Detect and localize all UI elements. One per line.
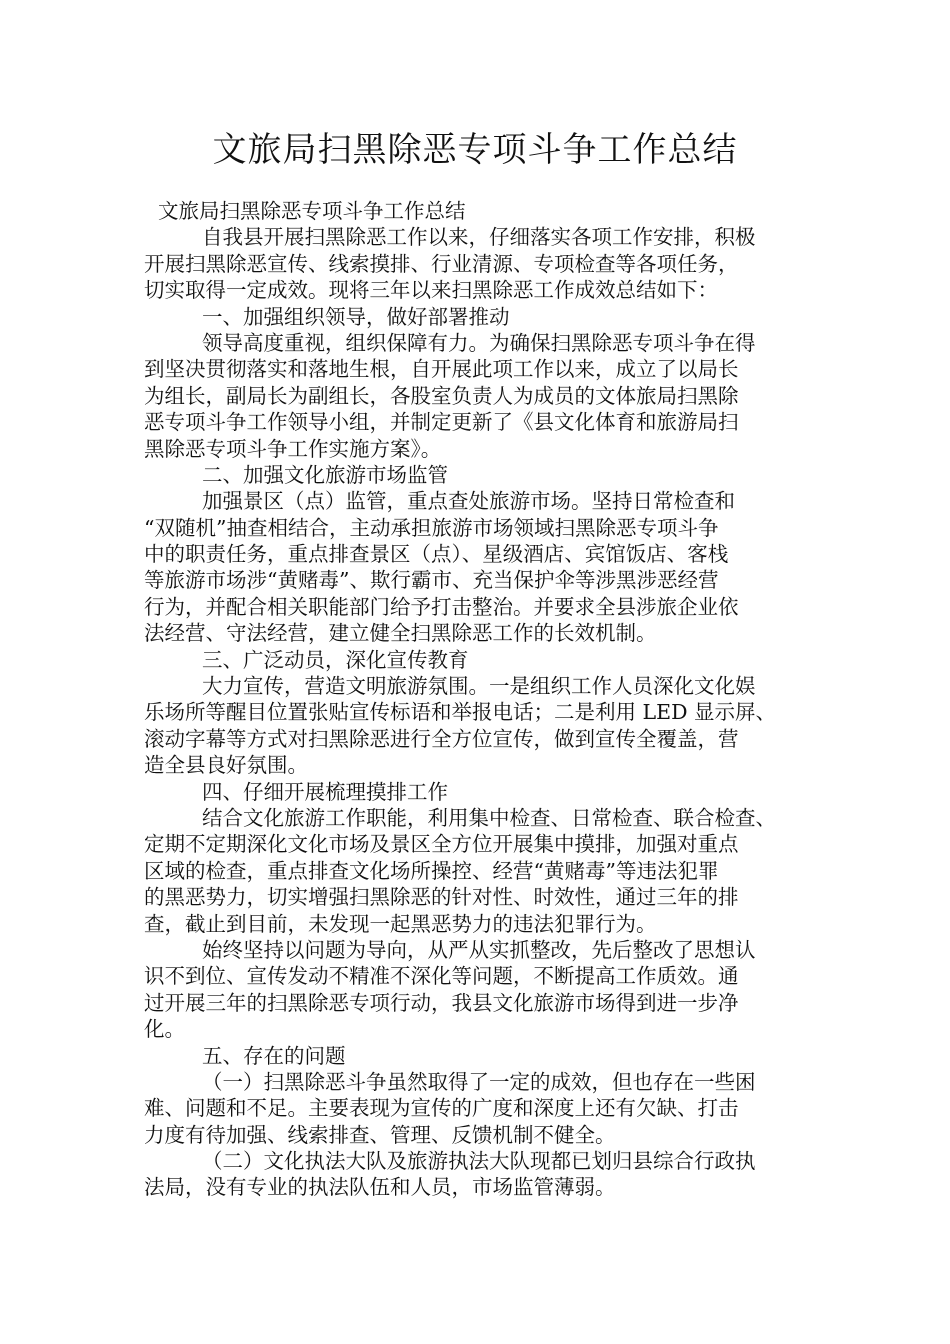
body-line: 加强景区（点）监管，重点查处旅游市场。坚持日常检查和 [202, 489, 735, 514]
body-line: （二）文化执法大队及旅游执法大队现都已划归县综合行政执 [202, 1149, 756, 1174]
body-line: 区域的检查，重点排查文化场所操控、经营“黄赌毒”等违法犯罪 [144, 858, 719, 883]
body-line: 乐场所等醒目位置张贴宣传标语和举报电话；二是利用 LED 显示屏、 [144, 700, 777, 725]
document-body [144, 198, 816, 1201]
body-line: 的黑恶势力，切实增强扫黑除恶的针对性、时效性，通过三年的排 [144, 885, 739, 910]
body-line: 黑除恶专项斗争工作实施方案》。 [144, 436, 442, 461]
body-line: 到坚决贯彻落实和落地生根，自开展此项工作以来，成立了以局长 [144, 357, 739, 382]
body-line: 切实取得一定成效。现将三年以来扫黑除恶工作成效总结如下： [144, 278, 718, 303]
body-line: 法局，没有专业的执法队伍和人员，市场监管薄弱。 [144, 1175, 616, 1200]
body-line: 一、加强组织领导，做好部署推动 [202, 304, 510, 329]
body-line: 造全县良好氛围。 [144, 753, 308, 778]
body-line: 化。 [144, 1017, 185, 1042]
body-line: 开展扫黑除恶宣传、线索摸排、行业清源、专项检查等各项任务， [144, 251, 739, 276]
body-line: 始终坚持以问题为导向，从严从实抓整改，先后整改了思想认 [202, 937, 756, 962]
body-line: 领导高度重视，组织保障有力。为确保扫黑除恶专项斗争在得 [202, 330, 756, 355]
body-line: 恶专项斗争工作领导小组，并制定更新了《县文化体育和旅游局扫 [144, 410, 739, 435]
body-line: 五、存在的问题 [202, 1043, 346, 1068]
body-line: 行为，并配合相关职能部门给予打击整治。并要求全县涉旅企业依 [144, 594, 739, 619]
body-line: 为组长，副局长为副组长，各股室负责人为成员的文体旅局扫黑除 [144, 383, 739, 408]
body-line: 三、广泛动员，深化宣传教育 [202, 647, 469, 672]
body-line: 滚动字幕等方式对扫黑除恶进行全方位宣传，做到宣传全覆盖，营 [144, 726, 739, 751]
body-line: 中的职责任务，重点排查景区（点）、星级酒店、宾馆饭店、客栈 [144, 542, 729, 567]
body-line: 二、加强文化旅游市场监管 [202, 462, 448, 487]
body-line: 识不到位、宣传发动不精准不深化等问题，不断提高工作质效。通 [144, 964, 739, 989]
body-line: 查，截止到目前，未发现一起黑恶势力的违法犯罪行为。 [144, 911, 657, 936]
body-line: 大力宣传，营造文明旅游氛围。一是组织工作人员深化文化娱 [202, 674, 756, 699]
document-subtitle: 文旅局扫黑除恶专项斗争工作总结 [158, 199, 466, 223]
body-line: 力度有待加强、线索排查、管理、反馈机制不健全。 [144, 1122, 616, 1147]
body-line: 自我县开展扫黑除恶工作以来，仔细落实各项工作安排，积极 [202, 225, 756, 250]
body-line: “双随机”抽查相结合，主动承担旅游市场领域扫黑除恶专项斗争 [144, 515, 719, 540]
body-line: 过开展三年的扫黑除恶专项行动，我县文化旅游市场得到进一步净 [144, 990, 739, 1015]
body-line: 等旅游市场涉“黄赌毒”、欺行霸市、充当保护伞等涉黑涉恶经营 [144, 568, 719, 593]
body-line: 难、问题和不足。主要表现为宣传的广度和深度上还有欠缺、打击 [144, 1096, 739, 1121]
body-line: 四、仔细开展梳理摸排工作 [202, 779, 448, 804]
body-line: 结合文化旅游工作职能，利用集中检查、日常检查、联合检查、 [202, 805, 776, 830]
document-title: 文旅局扫黑除恶专项斗争工作总结 [212, 130, 738, 170]
body-line: 定期不定期深化文化市场及景区全方位开展集中摸排，加强对重点 [144, 832, 739, 857]
body-line: 法经营、守法经营，建立健全扫黑除恶工作的长效机制。 [144, 621, 657, 646]
body-line: （一）扫黑除恶斗争虽然取得了一定的成效，但也存在一些困 [202, 1069, 756, 1094]
